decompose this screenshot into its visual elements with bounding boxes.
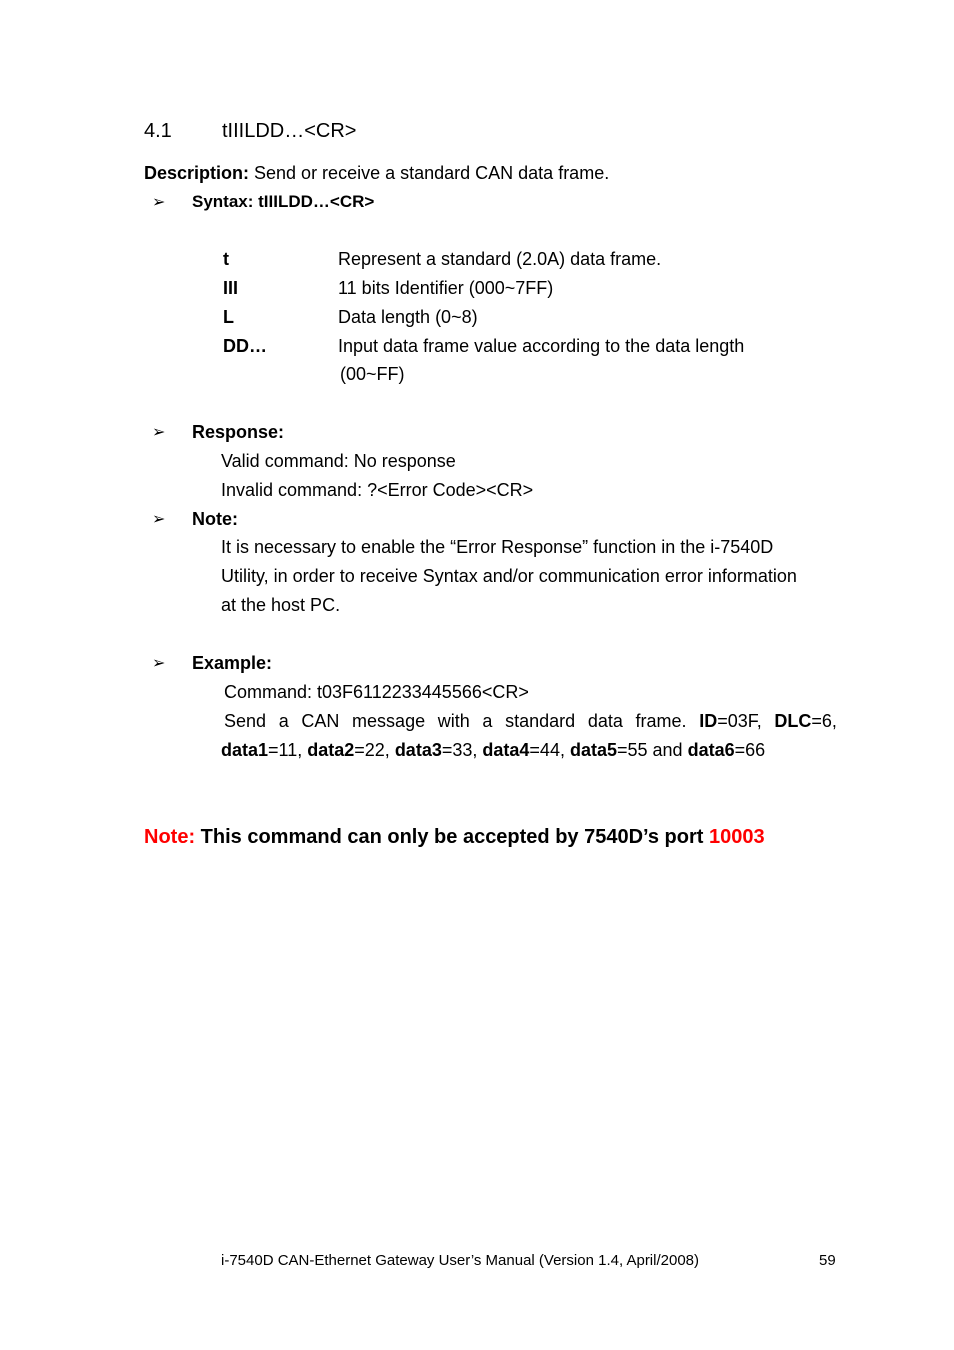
example-word: data [587, 711, 623, 731]
param-name: L [223, 307, 234, 327]
section-number: 4.1 [144, 120, 172, 142]
example-word: Send [224, 711, 267, 731]
page-number: 59 [819, 1252, 836, 1269]
note-line: It is necessary to enable the “Error Response” function in the i-7540D [221, 537, 774, 557]
syntax-label: Syntax: tIIILDD…<CR> [192, 192, 375, 211]
description-label: Description: [144, 163, 250, 183]
section-title: tIIILDD…<CR> [222, 120, 357, 142]
id-label: ID [699, 711, 718, 731]
data-key: data3 [394, 740, 442, 760]
param-desc-continuation: (00~FF) [340, 364, 405, 384]
arrow-bullet-icon: ➢ [152, 655, 166, 672]
response-line: Valid command: No response [221, 451, 456, 471]
final-note-label: Note: [144, 826, 196, 848]
example-word: a [278, 711, 289, 731]
note-label: Note: [192, 509, 238, 529]
example-word: standard [505, 711, 576, 731]
example-word: frame. [635, 711, 687, 731]
arrow-bullet-icon: ➢ [152, 511, 166, 528]
final-note-port: 10003 [708, 826, 765, 848]
param-name: DD… [223, 336, 267, 356]
description [144, 163, 609, 184]
example-data-line [221, 740, 765, 761]
data-value: =44, [529, 740, 570, 760]
example-command: Command: t03F6112233445566<CR> [224, 682, 529, 702]
example-word: a [482, 711, 493, 731]
note-line: Utility, in order to receive Syntax and/or communication error information [221, 566, 797, 586]
data-value: =11, [268, 740, 308, 760]
example-id [699, 711, 762, 732]
example-label: Example: [192, 653, 273, 673]
param-desc: Represent a standard (2.0A) data frame. [338, 249, 662, 269]
note-line: at the host PC. [221, 595, 341, 615]
response-line: Invalid command: ?<Error Code><CR> [221, 480, 534, 500]
description-text: Send or receive a standard CAN data frame. [249, 163, 610, 183]
param-name: t [223, 249, 229, 269]
data-key: data2 [307, 740, 355, 760]
data-value: =55 and [617, 740, 688, 760]
dlc-label: DLC [774, 711, 812, 731]
param-desc: Input data frame value according to the data length [338, 336, 745, 356]
arrow-bullet-icon: ➢ [152, 194, 166, 211]
response-label: Response: [192, 422, 285, 442]
example-word: CAN [301, 711, 340, 731]
data-key: data1 [221, 740, 269, 760]
final-note [144, 826, 765, 849]
data-value: =33, [441, 740, 483, 760]
param-desc: Data length (0~8) [338, 307, 478, 327]
dlc-value: =6, [811, 711, 837, 731]
example-dlc [774, 711, 837, 732]
footer-title: i-7540D CAN-Ethernet Gateway User’s Manual (Version 1.4, April/2008) [221, 1252, 700, 1269]
example-word: message [352, 711, 426, 731]
data-value: =66 [734, 740, 766, 760]
id-value: =03F, [717, 711, 762, 731]
data-value: =22, [354, 740, 395, 760]
data-key: data5 [569, 740, 617, 760]
example-word: with [437, 711, 470, 731]
example-description-line [224, 711, 837, 732]
param-desc: 11 bits Identifier (000~7FF) [338, 278, 554, 298]
data-key: data4 [482, 740, 530, 760]
param-name: III [223, 278, 239, 298]
arrow-bullet-icon: ➢ [152, 424, 166, 441]
final-note-text: This command can only be accepted by 7540D’s port [195, 826, 709, 848]
data-key: data6 [687, 740, 735, 760]
